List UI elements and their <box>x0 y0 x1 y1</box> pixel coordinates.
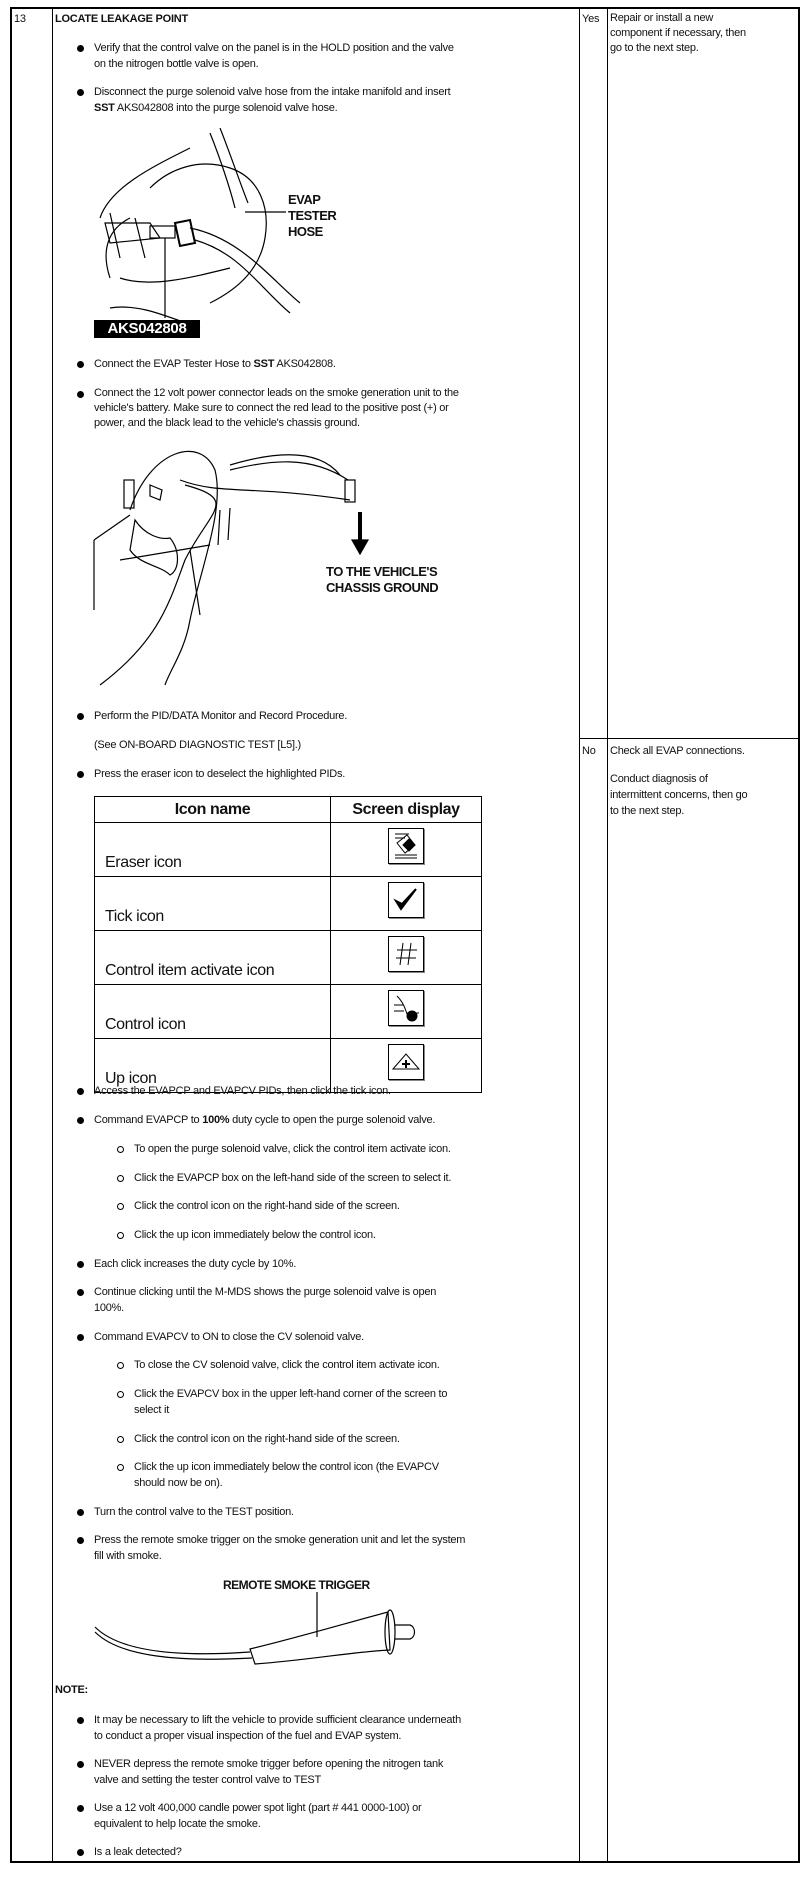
no-action-detail: Conduct diagnosis of intermittent concerns, then go to the next step. <box>610 773 748 817</box>
instruction: Perform the PID/DATA Monitor and Record Procedure. <box>94 710 348 722</box>
sub-bullet-icon <box>117 1464 124 1471</box>
bullet-icon <box>77 713 84 720</box>
bullet-icon <box>77 1261 84 1268</box>
instruction: Turn the control valve to the TEST position. <box>94 1506 294 1518</box>
bullet-icon <box>77 1849 84 1856</box>
table-row: Control item activate icon <box>95 931 482 985</box>
sub-bullet-icon <box>117 1391 124 1398</box>
sub-instruction: Click the control icon on the right-hand side of the screen. <box>134 1433 400 1445</box>
screen-display-header: Screen display <box>331 797 482 823</box>
note-item: Is a leak detected? <box>94 1846 182 1858</box>
sub-bullet-icon <box>117 1362 124 1369</box>
instruction: Verify that the control valve on the panel is in the HOLD position and the valve on the nitrogen bottle valve is open. <box>94 42 454 70</box>
bullet-icon <box>77 1088 84 1095</box>
instruction: Connect the 12 volt power connector leads on the smoke generation unit to the vehicle's battery. Make sure to connect the red lead to the positive post (+) or power, and the black lead to the vehicle's chassis ground. <box>94 387 459 429</box>
step-number: 13 <box>14 13 26 25</box>
instruction: Continue clicking until the M-MDS shows the purge solenoid valve is open 100%. <box>94 1286 437 1314</box>
instruction: Access the EVAPCP and EVAPCV PIDs, then click the tick icon. <box>94 1085 391 1097</box>
sub-instruction: To close the CV solenoid valve, click the control item activate icon. <box>134 1359 440 1371</box>
tick-icon <box>388 882 424 918</box>
icon-name-header: Icon name <box>95 797 331 823</box>
note-label: NOTE: <box>55 1684 88 1696</box>
sub-instruction: Click the up icon immediately below the control icon (the EVAPCV should now be on). <box>134 1461 439 1489</box>
bullet-icon <box>77 1805 84 1812</box>
remote-smoke-trigger-illustration <box>90 1592 430 1672</box>
table-row: Tick icon <box>95 877 482 931</box>
instruction: Press the eraser icon to deselect the highlighted PIDs. <box>94 768 346 780</box>
sub-instruction: Click the up icon immediately below the control icon. <box>134 1229 376 1241</box>
sst-tag: AKS042808 <box>94 320 200 338</box>
bullet-icon <box>77 1717 84 1724</box>
note-item: NEVER depress the remote smoke trigger before opening the nitrogen tank valve and setting the tester control valve to TEST <box>94 1758 444 1786</box>
bullet-icon <box>77 771 84 778</box>
instruction: Command EVAPCV to ON to close the CV solenoid valve. <box>94 1331 364 1343</box>
bullet-icon <box>77 1761 84 1768</box>
hash-icon <box>388 936 424 972</box>
icon-table <box>94 796 482 1093</box>
sub-bullet-icon <box>117 1232 124 1239</box>
column-divider <box>607 7 608 1863</box>
sub-instruction: Click the EVAPCP box on the left-hand side of the screen to select it. <box>134 1172 452 1184</box>
step-title: LOCATE LEAKAGE POINT <box>55 13 188 25</box>
table-row: Up icon <box>95 1039 482 1093</box>
remote-smoke-trigger-label: REMOTE SMOKE TRIGGER <box>223 1578 370 1592</box>
sub-bullet-icon <box>117 1436 124 1443</box>
sub-bullet-icon <box>117 1203 124 1210</box>
bullet-icon <box>77 45 84 52</box>
bullet-icon <box>77 1117 84 1124</box>
note-item: It may be necessary to lift the vehicle to provide sufficient clearance underneath to conduct a proper visual inspection of the fuel and EVAP system. <box>94 1714 461 1742</box>
yes-label: Yes <box>582 13 600 25</box>
table-row: Control icon <box>95 985 482 1039</box>
sub-instruction: Click the EVAPCV box in the upper left-hand corner of the screen to select it <box>134 1388 448 1416</box>
control-icon <box>388 990 424 1026</box>
instruction: Command EVAPCP to 100% duty cycle to open the purge solenoid valve. <box>94 1114 436 1126</box>
note-item: Use a 12 volt 400,000 candle power spot light (part # 441 0000-100) or equivalent to help locate the smoke. <box>94 1802 422 1830</box>
sub-bullet-icon <box>117 1146 124 1153</box>
evap-tester-hose-label: EVAP TESTER HOSE <box>288 192 337 239</box>
column-divider <box>52 7 53 1863</box>
sub-instruction: To open the purge solenoid valve, click the control item activate icon. <box>134 1143 451 1155</box>
bullet-icon <box>77 1537 84 1544</box>
evap-tester-hose-illustration <box>90 128 390 343</box>
eraser-icon <box>388 828 424 864</box>
chassis-ground-label: TO THE VEHICLE'S CHASSIS GROUND <box>326 564 439 595</box>
up-icon <box>388 1044 424 1080</box>
table-row: Eraser icon <box>95 823 482 877</box>
bullet-icon <box>77 1289 84 1296</box>
instruction: Each click increases the duty cycle by 10%. <box>94 1258 297 1270</box>
no-label: No <box>582 745 596 757</box>
instruction: Connect the EVAP Tester Hose to SST AKS042808. <box>94 358 336 370</box>
bullet-icon <box>77 1509 84 1516</box>
bullet-icon <box>77 391 84 398</box>
sub-bullet-icon <box>117 1175 124 1182</box>
bullet-icon <box>77 361 84 368</box>
row-divider <box>579 738 799 739</box>
reference-link[interactable]: (See ON-BOARD DIAGNOSTIC TEST [L5].) <box>94 739 301 751</box>
yes-action: Repair or install a new component if necessary, then go to the next step. <box>610 12 746 54</box>
bullet-icon <box>77 89 84 96</box>
instruction: Press the remote smoke trigger on the smoke generation unit and let the system fill with smoke. <box>94 1534 466 1562</box>
no-action: Check all EVAP connections. <box>610 745 745 757</box>
bullet-icon <box>77 1334 84 1341</box>
instruction: Disconnect the purge solenoid valve hose from the intake manifold and insert SST AKS042808 into the purge solenoid valve hose. <box>94 86 451 114</box>
column-divider <box>579 7 580 1863</box>
sub-instruction: Click the control icon on the right-hand side of the screen. <box>134 1200 400 1212</box>
